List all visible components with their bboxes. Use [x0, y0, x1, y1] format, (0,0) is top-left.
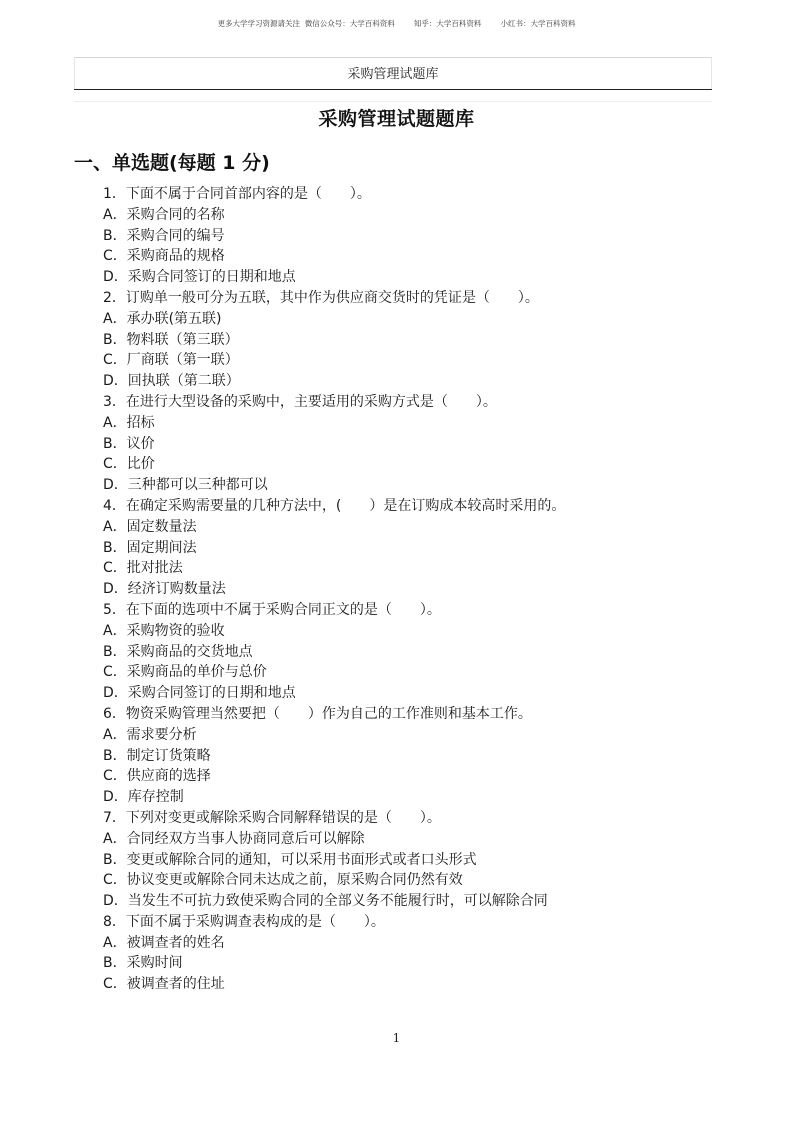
section-heading: 一、单选题(每题 1 分) — [74, 152, 270, 174]
answer-option: D．回执联（第二联） — [103, 373, 240, 390]
answer-option: C．协议变更或解除合同未达成之前，原采购合同仍然有效 — [103, 872, 463, 889]
answer-option: B．制定订货策略 — [103, 747, 211, 764]
answer-option: C．比价 — [103, 456, 155, 473]
answer-option: A．采购物资的验收 — [103, 622, 225, 639]
question-stem: 6．物资采购管理当然要把（ ）作为自己的工作准则和基本工作。 — [103, 705, 532, 722]
question-stem: 8．下面不属于采购调查表构成的是（ ）。 — [103, 913, 385, 930]
answer-option: B．议价 — [103, 435, 155, 452]
question-stem: 5．在下面的选项中不属于采购合同正文的是（ ）。 — [103, 601, 441, 618]
top-note: 更多大学学习资源请关注 微信公众号：大学百科资料 知乎：大学百科资料 小红书：大学百科资料 — [217, 19, 576, 28]
answer-option: A．采购合同的名称 — [103, 206, 225, 223]
answer-option: D．经济订购数量法 — [103, 581, 226, 598]
question-stem: 4．在确定采购需要量的几种方法中，( ）是在订购成本较高时采用的。 — [103, 497, 566, 514]
answer-option: C．被调查者的住址 — [103, 976, 225, 993]
running-header: 采购管理试题库 — [74, 57, 712, 89]
answer-option: C．厂商联（第一联） — [103, 352, 239, 369]
header-divider — [74, 89, 712, 90]
answer-option: B．固定期间法 — [103, 539, 197, 556]
answer-option: D．采购合同签订的日期和地点 — [103, 269, 296, 286]
question-list — [103, 184, 723, 995]
answer-option: D．当发生不可抗力致使采购合同的全部义务不能履行时，可以解除合同 — [103, 893, 548, 910]
page-number: 1 — [392, 1031, 401, 1045]
answer-option: B．采购合同的编号 — [103, 227, 225, 244]
header-divider-light — [74, 101, 712, 102]
answer-option: C．供应商的选择 — [103, 768, 211, 785]
answer-option: A．招标 — [103, 414, 155, 431]
answer-option: D．三种都可以三种都可以 — [103, 477, 268, 494]
answer-option: C．批对批法 — [103, 560, 183, 577]
answer-option: C．采购商品的规格 — [103, 248, 225, 265]
document-title: 采购管理试题题库 — [318, 108, 475, 130]
answer-option: D．采购合同签订的日期和地点 — [103, 685, 296, 702]
answer-option: C．采购商品的单价与总价 — [103, 664, 267, 681]
answer-option: B．变更或解除合同的通知，可以采用书面形式或者口头形式 — [103, 851, 477, 868]
answer-option: A．被调查者的姓名 — [103, 934, 225, 951]
question-stem: 2．订购单一般可分为五联，其中作为供应商交货时的凭证是（ ）。 — [103, 289, 539, 306]
answer-option: D．库存控制 — [103, 789, 184, 806]
answer-option: B．采购时间 — [103, 955, 183, 972]
question-stem: 7．下列对变更或解除采购合同解释错误的是（ ）。 — [103, 809, 441, 826]
answer-option: A．固定数量法 — [103, 518, 197, 535]
question-stem: 3．在进行大型设备的采购中，主要适用的采购方式是（ ）。 — [103, 393, 497, 410]
answer-option: A．需求要分析 — [103, 726, 197, 743]
answer-option: B．物料联（第三联） — [103, 331, 239, 348]
answer-option: A．合同经双方当事人协商同意后可以解除 — [103, 830, 365, 847]
question-stem: 1．下面不属于合同首部内容的是（ ）。 — [103, 186, 371, 202]
answer-option: A．承办联(第五联) — [103, 310, 222, 327]
answer-option: B．采购商品的交货地点 — [103, 643, 253, 660]
